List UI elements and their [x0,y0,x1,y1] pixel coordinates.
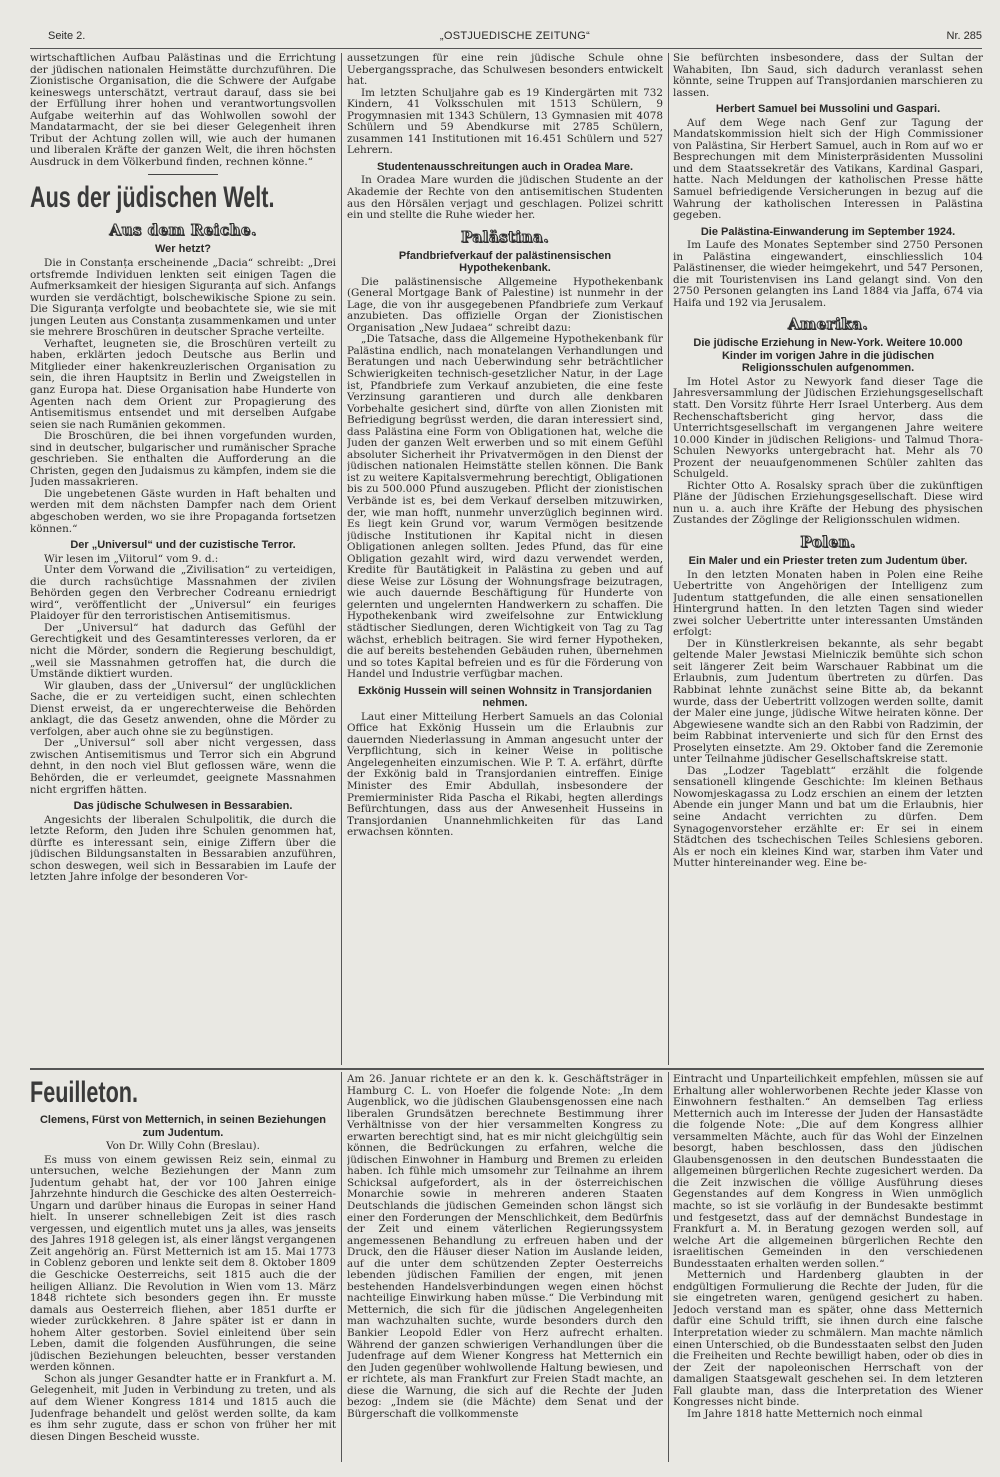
paragraph: „Die Tatsache, dass die Allgemeine Hypothekenbank für Palästina endlich, nach monatelangen Verhandlungen und Beratungen und nach Ueberwindung sehr beträchtlicher Schwierigkeiten technisch-gesetzlicher Natur, in der Lage ist, Pfandbriefe zum Verkauf anzubieten, die eine feste Verzinsung garantieren und durch alle denkbaren Vorbehalte gesichert sind, dürfte von allen Zionisten mit Befriedigung begrüsst werden, die daran interessiert sind, dass Palästina eine Form von Obligationen hat, welche die Juden der ganzen Welt erwerben und so mit einem Gefühl absoluter Sicherheit ihr Privatvermögen in den Dienst der jüdischen nationalen Heimstätte stellen können. Die Bank ist zu weitere Kapitalsvermehrung berechtigt, Obligationen bis zu 500.000 Pfund auszugeben. Pflicht der zionistischen Verbände ist es, bei dem Verkauf derselben mitzuwirken, der, wie man hofft, nunmehr unverzüglich beginnen wird. Es liegt kein Grund vor, warum Vermögen besitzende jüdische Institutionen ihr Kapital nicht in diesen Obligationen anlegen sollten. Jedes Pfund, das für eine Obligation gezahlt wird, wird dazu verwendet werden, Kredite für Bautätigkeit in Palästina zu geben und auf diese Weise zur Lösung der Wohnungsfrage beizutragen, wie auch dauernde Beschäftigung für Hunderte von gelernten und ungelernten Handwerkern zu schaffen. Die Hypothekenbank wird zweifelsohne zur Entwicklung städtischer Siedlungen, deren Wichtigkeit von Tag zu Tag wächst, erheblich beitragen. Sie wird ferner Hypotheken, die auf bereits bestehenden Gebäuden ruhen, übernehmen und so totes Kapital befreien und es für die Förderung von Handel und Industrie verfügbar machen. [347,333,663,681]
feuilleton-column-2 [347,1074,663,1462]
paragraph: Im Hotel Astor zu Newyork fand dieser Tage die Jahresversammlung der Jüdischen Erziehungsgesellschaft statt. Den Vorsitz führte Herr Israel Unterberg. Aus dem Rechenschaftsbericht ging hervor, dass die Unterrichtsgesellschaft im vergangenen Jahre weitere 10.000 Kinder in jüdischen Religions- und Talmud Thora-Schulen Newyorks untergebracht hat. Mehr als 70 Prozent der neuaufgenommenen Schüler zahlten das Schulgeld. [673,375,983,481]
paragraph: Angesichts der liberalen Schulpolitik, die durch die letzte Reform, den Juden ihre Schulen genommen hat, dürfte es interessant sein, einige Ziffern über die jüdischen Bildungsanstalten in Bessarabien anzuführen, schon deswegen, weil sich in Bessarabien im Laufe der letzten Jahre infolge der besonderen Vor- [30,813,336,884]
issue-number: Nr. 285 [946,30,982,42]
paragraph: Es muss von einem gewissen Reiz sein, einmal zu untersuchen, welche Beziehungen der Mann zum Judentum gehabt hat, der vor 100 Jahren einige Jahrzehnte hindurch die Geschicke des alten Oesterreich-Ungarn und darüber hinaus die Europas in seiner Hand hielt. In unserer schnellebigen Zeit ist dies rasch vergessen, und eigentlich mutet uns ja alles, was jenseits des Jahres 1918 gelegen ist, als einer längst vergangenen Zeit angehörig an. Fürst Metternich ist am 15. Mai 1773 in Coblenz geboren und lenkte seit dem 8. Oktober 1809 die Geschicke Oesterreichs, seit 1815 auch die der heiligen Allianz. Die Revolution in Wien vom 13. März 1848 richtete sich besonders gegen ihn. Er musste damals aus Oesterreich fliehen, aber 1851 durfte er wieder zurückkehren. 8 Jahre später ist er dann in hohem Alter gestorben. Soviel einleitend über sein Leben, damit die folgenden Ausführungen, die seine jüdischen Beziehungen beleuchten, besser verstanden werden können. [30,1153,336,1374]
paragraph: Unter dem Vorwand die „Zivilisation“ zu verteidigen, die durch rachsüchtige Massnahmen der zivilen Behörden gegen den Verbrecher Codreanu erniedrigt wird“, veröffentlicht der „Universul“ ein feuriges Plaidoyer für den terroristischen Antisemitismus. [30,564,336,623]
paragraph: Im Jahre 1818 hatte Metternich noch einmal [687,1407,923,1420]
region-heading: Amerika. [788,315,868,334]
paragraph: In den letzten Monaten haben in Polen eine Reihe Uebertritte von Angehörigen der Intelligenz zum Judentum stattgefunden, die alle einen sensationellen Hintergrund hatten. In den letzten Tagen sind wieder zwei solcher Uebertritte unter interessanten Umständen erfolgt: [673,568,983,639]
article-headline: Clemens, Fürst von Metternich, in seinen Beziehungen zum Judentum. [39,1114,327,1139]
region-heading: Palästina. [461,227,549,246]
paragraph: Die palästinensische Allgemeine Hypothekenbank (General Mortgage Bank of Palestine) ist nunmehr in der Lage, die von ihr ausgegebenen Pfandbriefe zum Verkauf anzubieten. Das offizielle Organ der Zionistischen Organisation „New Judaea“ schreibt dazu: [347,275,663,334]
paragraph: Der „Universul“ soll aber nicht vergessen, dass zwischen Antisemitismus und Terror sich ein Abgrund dehnt, in den noch viel Blut geflossen wäre, wenn die Behörden, die er verleumdet, geeignete Massnahmen nicht ergriffen hätten. [30,737,336,796]
paragraph: wirtschaftlichen Aufbau Palästinas und die Errichtung der jüdischen nationalen Heimstätte durchzuführen. Die Zionistische Organisation, die die Schwere der Aufgabe keineswegs unterschätzt, vertraut darauf, dass sie bei der Erfüllung ihrer hohen und verantwortungsvollen Aufgabe weiterhin auf das Wohlwollen sowohl der Mandatarmacht, der sie bei dieser Gelegenheit ihren Tribut der Achtung zollen will, wie auch der humanen und liberalen Kräfte der ganzen Welt, die ihren höchsten Ausdruck in dem Völkerbund finden, rechnen könne.“ [30,53,336,168]
column-divider [341,1072,342,1462]
paragraph: Im letzten Schuljahre gab es 19 Kindergärten mit 732 Kindern, 41 Volksschulen mit 1513 Schülern, 9 Progymnasien mit 1343 Schülern, 13 Gymnasien mit 4078 Schülern und 59 Abendkurse mit 2785 Schülern, zusammen 141 Institutionen mit 16.451 Schülern und 527 Lehrern. [347,86,663,157]
header-rule [30,48,982,49]
article-headline: Exkönig Hussein will seinen Wohnsitz in Transjordanien nehmen. [358,684,652,710]
article-headline: Ein Maler und ein Priester treten zum Judentum über. [688,555,968,567]
paragraph: In Oradea Mare wurden die jüdischen Studente an der Akademie der Rechte von den antisemitischen Studenten aus den Hörsälen verjagt und geschlagen. Polizei schritt ein und stellte die Ruhe wieder her. [347,174,663,222]
article-headline: Wer hetzt? [154,243,212,256]
column-divider [668,53,669,1065]
article-headline: Das jüdische Schulwesen in Bessarabien. [73,800,293,813]
paragraph: Die ungebetenen Gäste wurden in Haft behalten und werden mit dem nächsten Dampfer nach dem Orient abgeschoben werden, wo sie ihre Propaganda fortsetzen können.“ [30,487,336,535]
article-headline: Die jüdische Erziehung in New-York. Weitere 10.000 Kinder im vorigen Jahre in die jüdischen Religionsschulen aufgenommen. [693,337,963,375]
paragraph: Das „Lodzer Tageblatt“ erzählt die folgende sensationell klingende Geschichte: Im kleinen Bethaus Nowomjeskagassa zu Lodz erschien an einem der letzten Abende ein junger Mann und bat um die Erlaubnis, hier seine Andacht verrichten zu dürfen. Dem Synagogenvorsteher erzählte er: Er sei in einem Städtchen des tschechischen Teiles Schlesiens geboren. Als er noch ein kleines Kind war, starben ihm Vater und Mutter hintereinander weg. Eine be- [673,764,983,870]
paragraph: Im Laufe des Monates September sind 2750 Personen in Palästina eingewandert, einschliesslich 104 Palästinenser, die wieder heimgekehrt, und 547 Personen, die mit Touristenvisen ins Land gelangt sind. Von den 2750 Personen gelangten ins Land 1884 via Jaffa, 674 via Haifa und 192 via Jerusalem. [673,239,983,309]
article-headline: Der „Universul“ und der cuzistische Terror. [70,539,296,552]
paragraph: Die Broschüren, die bei ihnen vorgefunden wurden, sind in deutscher, bulgarischer und rumänischer Sprache geschrieben. Sie enthalten die Aufforderung an die Christen, gegen den Judaismus zu kämpfen, indem sie die Juden massakrieren. [30,430,336,489]
section-title: Feuilleton. [30,1076,138,1109]
column-divider [668,1072,669,1462]
newspaper-title: „OSTJUEDISCHE ZEITUNG“ [439,30,591,42]
paragraph: Verhaftet, leugneten sie, die Broschüren verteilt zu haben, erklärten jedoch Deutsche aus Berlin und Mitglieder einer hakenkreuzlerischen Organisation zu sein, die ihren Hauptsitz in Berlin und Zweigstellen in ganz Europa hat. Diese Organisation habe Hunderte von Agenten nach dem Orient zur Propagierung des Antisemitismus entsendet und mit derselben Aufgabe seien sie nach Rumänien gekommen. [30,337,336,431]
paragraph: Laut einer Mitteilung Herbert Samuels an das Colonial Office hat Exkönig Hussein um die Erlaubnis zur dauernden Niederlassung in Amman angesucht unter der Verpflichtung, sich in keiner Weise in politische Angelegenheiten einzumischen. Wie P. T. A. erfährt, dürfte der Exkönig bald in Transjordanien eintreffen. Einige Minister des Emir Abdullah, insbesondere der Premierminister Rida Pascha el Rikabi, hegten allerdings Befürchtungen, dass aus der Anwesenheit Husseins in Transjordanien Unannehmlichkeiten für das Land erwachsen könnten. [347,710,663,839]
page-header [48,30,982,46]
page-number: Seite 2. [48,30,86,42]
paragraph: Metternich und Hardenberg glaubten in der endgültigen Formulierung die Rechte der Juden, für die sie eingetreten waren, genügend gesichert zu haben. Jedoch verstand man es später, ohne dass Metternich dafür eine Schuld trifft, sie ihnen durch eine falsche Interpretation wieder zu schmälern. Man machte nämlich einen Unterschied, ob die Bundesstaaten selbst den Juden die Freiheiten und Rechte bewilligt haben, oder ob dies in der Zeit der napoleonischen Herrschaft von der damaligen Staatsgewalt geschehen sei. In dem letzteren Fall glaubte man, dass die Interpretation des Wiener Kongresses nicht binde. [673,1269,983,1409]
paragraph: aussetzungen für eine rein jüdische Schule ohne Uebergangssprache, das Schulwesen besonders entwickelt hat. [347,53,663,88]
column-divider [341,53,342,1065]
article-headline: Pfandbriefverkauf der palästinensischen Hypothekenbank. [398,249,612,275]
paragraph: Schon als junger Gesandter hatte er in Frankfurt a. M. Gelegenheit, mit Juden in Verbindung zu treten, und als auf dem Wiener Kongress 1814 und 1815 auch die Judenfrage behandelt und gelöst werden sollte, da kam es ihm sehr zugute, dass er schon von früher her mit diesen Dingen Bescheid wusste. [30,1372,336,1443]
feuilleton-column-1 [30,1072,336,1462]
section-separator [148,174,218,175]
paragraph: Sie befürchten insbesondere, dass der Sultan der Wahabiten, Ibn Saud, sich dadurch veranlasst sehen könnte, seine Truppen auf Transjordanien marschieren zu lassen. [673,53,983,99]
paragraph: Eintracht und Unparteilichkeit empfehlen, müssen sie auf Erhaltung aller wohlerworbenen Rechte jeder Klasse von Einwohnern festhalten.“ An demselben Tag erliess Metternich auch im Interesse der Juden der Hansastädte die folgende Note: „Die auf dem Kongress allhier versammelten Mächte, auch für das Wohl der Einzelnen besorgt, haben beschlossen, dass den jüdischen Glaubensgenossen in den deutschen Bundesstaaten die allgemeinen bürgerlichen Rechte zugesichert werden. Da die Zeit inzwischen die völlige Ausführung dieses Gegenstandes auf dem Kongress in Wien unmöglich machte, so ist sie vorläufig in der Bundesakte bestimmt und festgesetzt, dass auf der demnächst Bundestage in Frankfurt a. M. in Beratung gezogen werden soll, auf welche Art die allgemeinen bürgerlichen Rechte den israelitischen Gemeinden in den verschiedenen Bundesstaaten erhalten werden sollen.“ [673,1074,983,1270]
section-title: Aus der jüdischen Welt. [30,181,275,215]
paragraph: Auf dem Wege nach Genf zur Tagung der Mandatskommission hielt sich der High Commissioner von Palästina, Sir Herbert Samuel, auch in Rom auf wo er Besprechungen mit dem Ministerpräsidenten Mussolini und dem Staatssekretär des Vatikans, Kardinal Gaspari, hatte. Nach Meldungen der katholischen Presse hätte Samuel befriedigende Versicherungen in bezug auf die Wahrung der katholischen Interessen in Palästina gegeben. [673,116,983,222]
top-column-2 [347,53,663,1065]
paragraph: Der „Universul“ hat dadurch das Gefühl der Gerechtigkeit und des Gesamtinteresses verloren, da er nicht die Mörder, sondern die Regierung beschuldigt, „weil sie Massnahmen getroffen hat, die durch die Umstände diktiert wurden. [30,621,336,681]
region-heading: Polen. [800,533,856,551]
paragraph: Richter Otto A. Rosalsky sprach über die zukünftigen Pläne der Jüdischen Erziehungsgesellschaft. Diese wird nun u. a. auch ihre Kräfte der Hebung des physischen Zustandes der Zöglinge der Religionsschulen widmen. [673,479,983,527]
paragraph: Am 26. Januar richtete er an den k. k. Geschäftsträger in Hamburg C. L. von Hoefer die folgende Note: „In dem Augenblick, wo die jüdischen Glaubensgenossen eine nach liberalen Grundsätzen berechnete Bestimmung ihrer Verhältnisse von der hier versammelten Kongress zu erwarten berechtigt sind, hat es mir nicht gleichgültig sein können, die Bedrückungen zu erfahren, welche die jüdischen Einwohner in Hamburg und Bremen zu erleiden haben. Ich fühle mich umsomehr zur Teilnahme an ihrem Schicksal aufgefordert, als in der österreichischen Monarchie sowie in mehreren anderen Staaten Deutschlands die jüdischen Gemeinden schon längst sich einer den Forderungen der Menschlichkeit, dem Bedürfnis der Zeit und einem väterlichen Regierungssystem angemessenen Behandlung zu erfreuen haben und der Druck, den die Häuser dieser Nation im Auslande leiden, auf die unter dem schützenden Zepter Oesterreichs lebenden jüdischen Familien der engen, mit jenen bestehenden Handelsverbindungen wegen einen höchst nachteilige Einwirkung haben müsse.“ Die Verbindung mit Metternich, die sich für die jüdischen Angelegenheiten man wachzuhalten suchte, wurde besonders durch den Bankier Leopold Edler von Herz aufrecht erhalten. Während der ganzen schwierigen Verhandlungen über die Judenfrage auf dem Wiener Kongress hat Metternich ein den Juden gegenüber wohlwollende Haltung bewiesen, und er richtete, als man Frankfurt zur Freien Stadt machte, an diese die Warnung, die sich auf die Rechte der Juden bezog: „Indem sie (die Mächte) dem Senat und der Bürgerschaft die vollkommenste [347,1074,663,1420]
top-column-3 [673,53,983,1065]
article-headline: Die Palästina-Einwanderung im September 1924. [700,225,956,238]
feuilleton-rule [30,1068,984,1070]
article-headline: Studentenausschreitungen auch in Oradea Mare. [376,160,634,173]
paragraph: Wir glauben, dass der „Universul“ der unglücklichen Sache, die er zu verteidigen sucht, einen schlechten Dienst erweist, da er ungerechterweise die Behörden anklagt, die das Gesetz anwenden, ohne die Mörder zu verfolgen, aber auch ohne sie zu begünstigen. [30,679,336,738]
feuilleton-column-3 [673,1074,983,1462]
paragraph: Die in Constanța erscheinende „Dacia“ schreibt: „Drei ortsfremde Individuen lenkten seit einigen Tagen die Aufmerksamkeit der hiesigen Siguranța auf sich. Anfangs wurden sie verdächtigt, bolschewikische Spione zu sein. Die Siguranța verfolgte und beobachtete sie, wie sie mit jungen Leuten aus Constanța zusammenkamen und unter sie mehrere Broschüren in deutscher Sprache verteilte. [30,256,336,339]
byline: Von Dr. Willy Cohn (Breslau). [106,1140,260,1152]
region-heading: Aus dem Reiche. [109,221,257,240]
paragraph: Wir lesen im „Viitorul“ vom 9. d.: [44,552,219,565]
paragraph: Der in Künstlerkreisen bekannte, als sehr begabt geltende Maler Jewstasi Mielniczik bemühte sich schon seit längerer Zeit beim Warschauer Rabbinat um die Erlaubnis, zum Judentum übertreten zu dürfen. Das Rabbinat lehnte zunächst seine Bitte ab, da bekannt wurde, dass der Uebertritt vollzogen werden sollte, damit der Maler eine junge, jüdische Witwe heiraten könne. Der Abgewiesene wandte sich an den Rabbi von Radzimin, der beim Rabbinat intervenierte und sich für den Ernst des Proselyten einsetzte. Am 29. Oktober fand die Zeremonie unter Teilnahme jüdischer Gesellschaftskreise statt. [673,637,983,766]
article-headline: Herbert Samuel bei Mussolini und Gaspari. [715,103,941,116]
top-column-1 [30,53,336,1065]
